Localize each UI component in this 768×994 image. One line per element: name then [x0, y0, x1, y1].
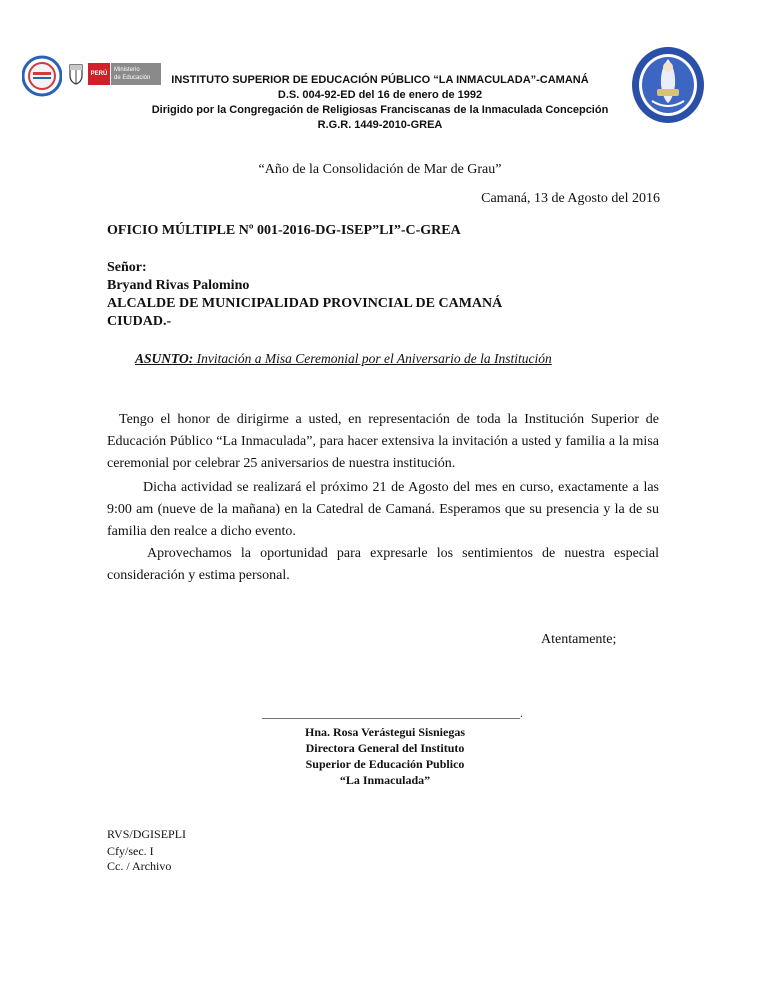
- recipient-name: Bryand Rivas Palomino: [107, 278, 250, 293]
- footer-ref-3: Cc. / Archivo: [107, 859, 172, 873]
- recipient-salutation: Señor:: [107, 260, 147, 275]
- signatory-title-1: Directora General del Instituto: [305, 741, 465, 755]
- subject-label: ASUNTO:: [135, 351, 194, 366]
- body-paragraph-3: Aprovechamos la oportunidad para expresarle los sentimientos de nuestra especial consideración y estima personal.: [107, 546, 659, 583]
- ministry-line2: de Educación: [114, 75, 151, 81]
- signatory-title-3: “La Inmaculada”: [339, 773, 431, 787]
- oficio-number: OFICIO MÚLTIPLE Nº 001-2016-DG-ISEP”LI”-C-GREA: [107, 223, 461, 238]
- place-date: Camaná, 13 de Agosto del 2016: [481, 191, 660, 206]
- peru-coat-of-arms-icon: [68, 63, 84, 85]
- subject-text: Invitación a Misa Ceremonial por el Aniversario de la Institución: [193, 351, 552, 366]
- subject-line: [135, 351, 552, 367]
- closing: Atentamente;: [541, 632, 617, 647]
- footer-ref-1: RVS/DGISEPLI: [107, 827, 187, 841]
- signature-line: ___________________________________________.: [262, 706, 523, 720]
- footer-ref-2: Cfy/sec. I: [107, 844, 154, 858]
- body-paragraph-2: Dicha actividad se realizará el próximo 21 de Agosto del mes en curso, exactamente a las 9:00 am (nueve de la mañana) en la Catedral de Camaná. Esperamos que su presencia y la de su familia den realce a dicho evento.: [107, 480, 659, 539]
- institute-name: INSTITUTO SUPERIOR DE EDUCACIÓN PÚBLICO “LA INMACULADA”-CAMANÁ: [171, 74, 589, 86]
- peru-flag-box: [88, 63, 110, 85]
- signatory-title-2: Superior de Educación Publico: [305, 757, 465, 771]
- peru-label: PERÚ: [90, 71, 108, 77]
- year-motto: “Año de la Consolidación de Mar de Grau”: [258, 162, 502, 177]
- recipient-position: ALCALDE DE MUNICIPALIDAD PROVINCIAL DE CAMANÁ: [107, 296, 503, 311]
- body-paragraph-1: Tengo el honor de dirigirme a usted, en representación de toda la Institución Superior de Educación Público “La Inmaculada”, para hacer extensiva la invitación a usted y familia a la misa ceremonial por celebrar 25 aniversarios de nuestra institución.: [107, 412, 659, 471]
- congregation-line: Dirigido por la Congregación de Religiosas Franciscanas de la Inmaculada Concepción: [151, 104, 609, 116]
- decree-line: D.S. 004-92-ED del 16 de enero de 1992: [277, 89, 483, 101]
- recipient-city: CIUDAD.-: [107, 314, 172, 329]
- ministry-line1: Ministerio: [114, 67, 140, 73]
- resolution-line: R.G.R. 1449-2010-GREA: [317, 119, 443, 131]
- signatory-name: Hna. Rosa Verástegui Sisniegas: [304, 725, 466, 739]
- education-badge-icon: [22, 54, 62, 98]
